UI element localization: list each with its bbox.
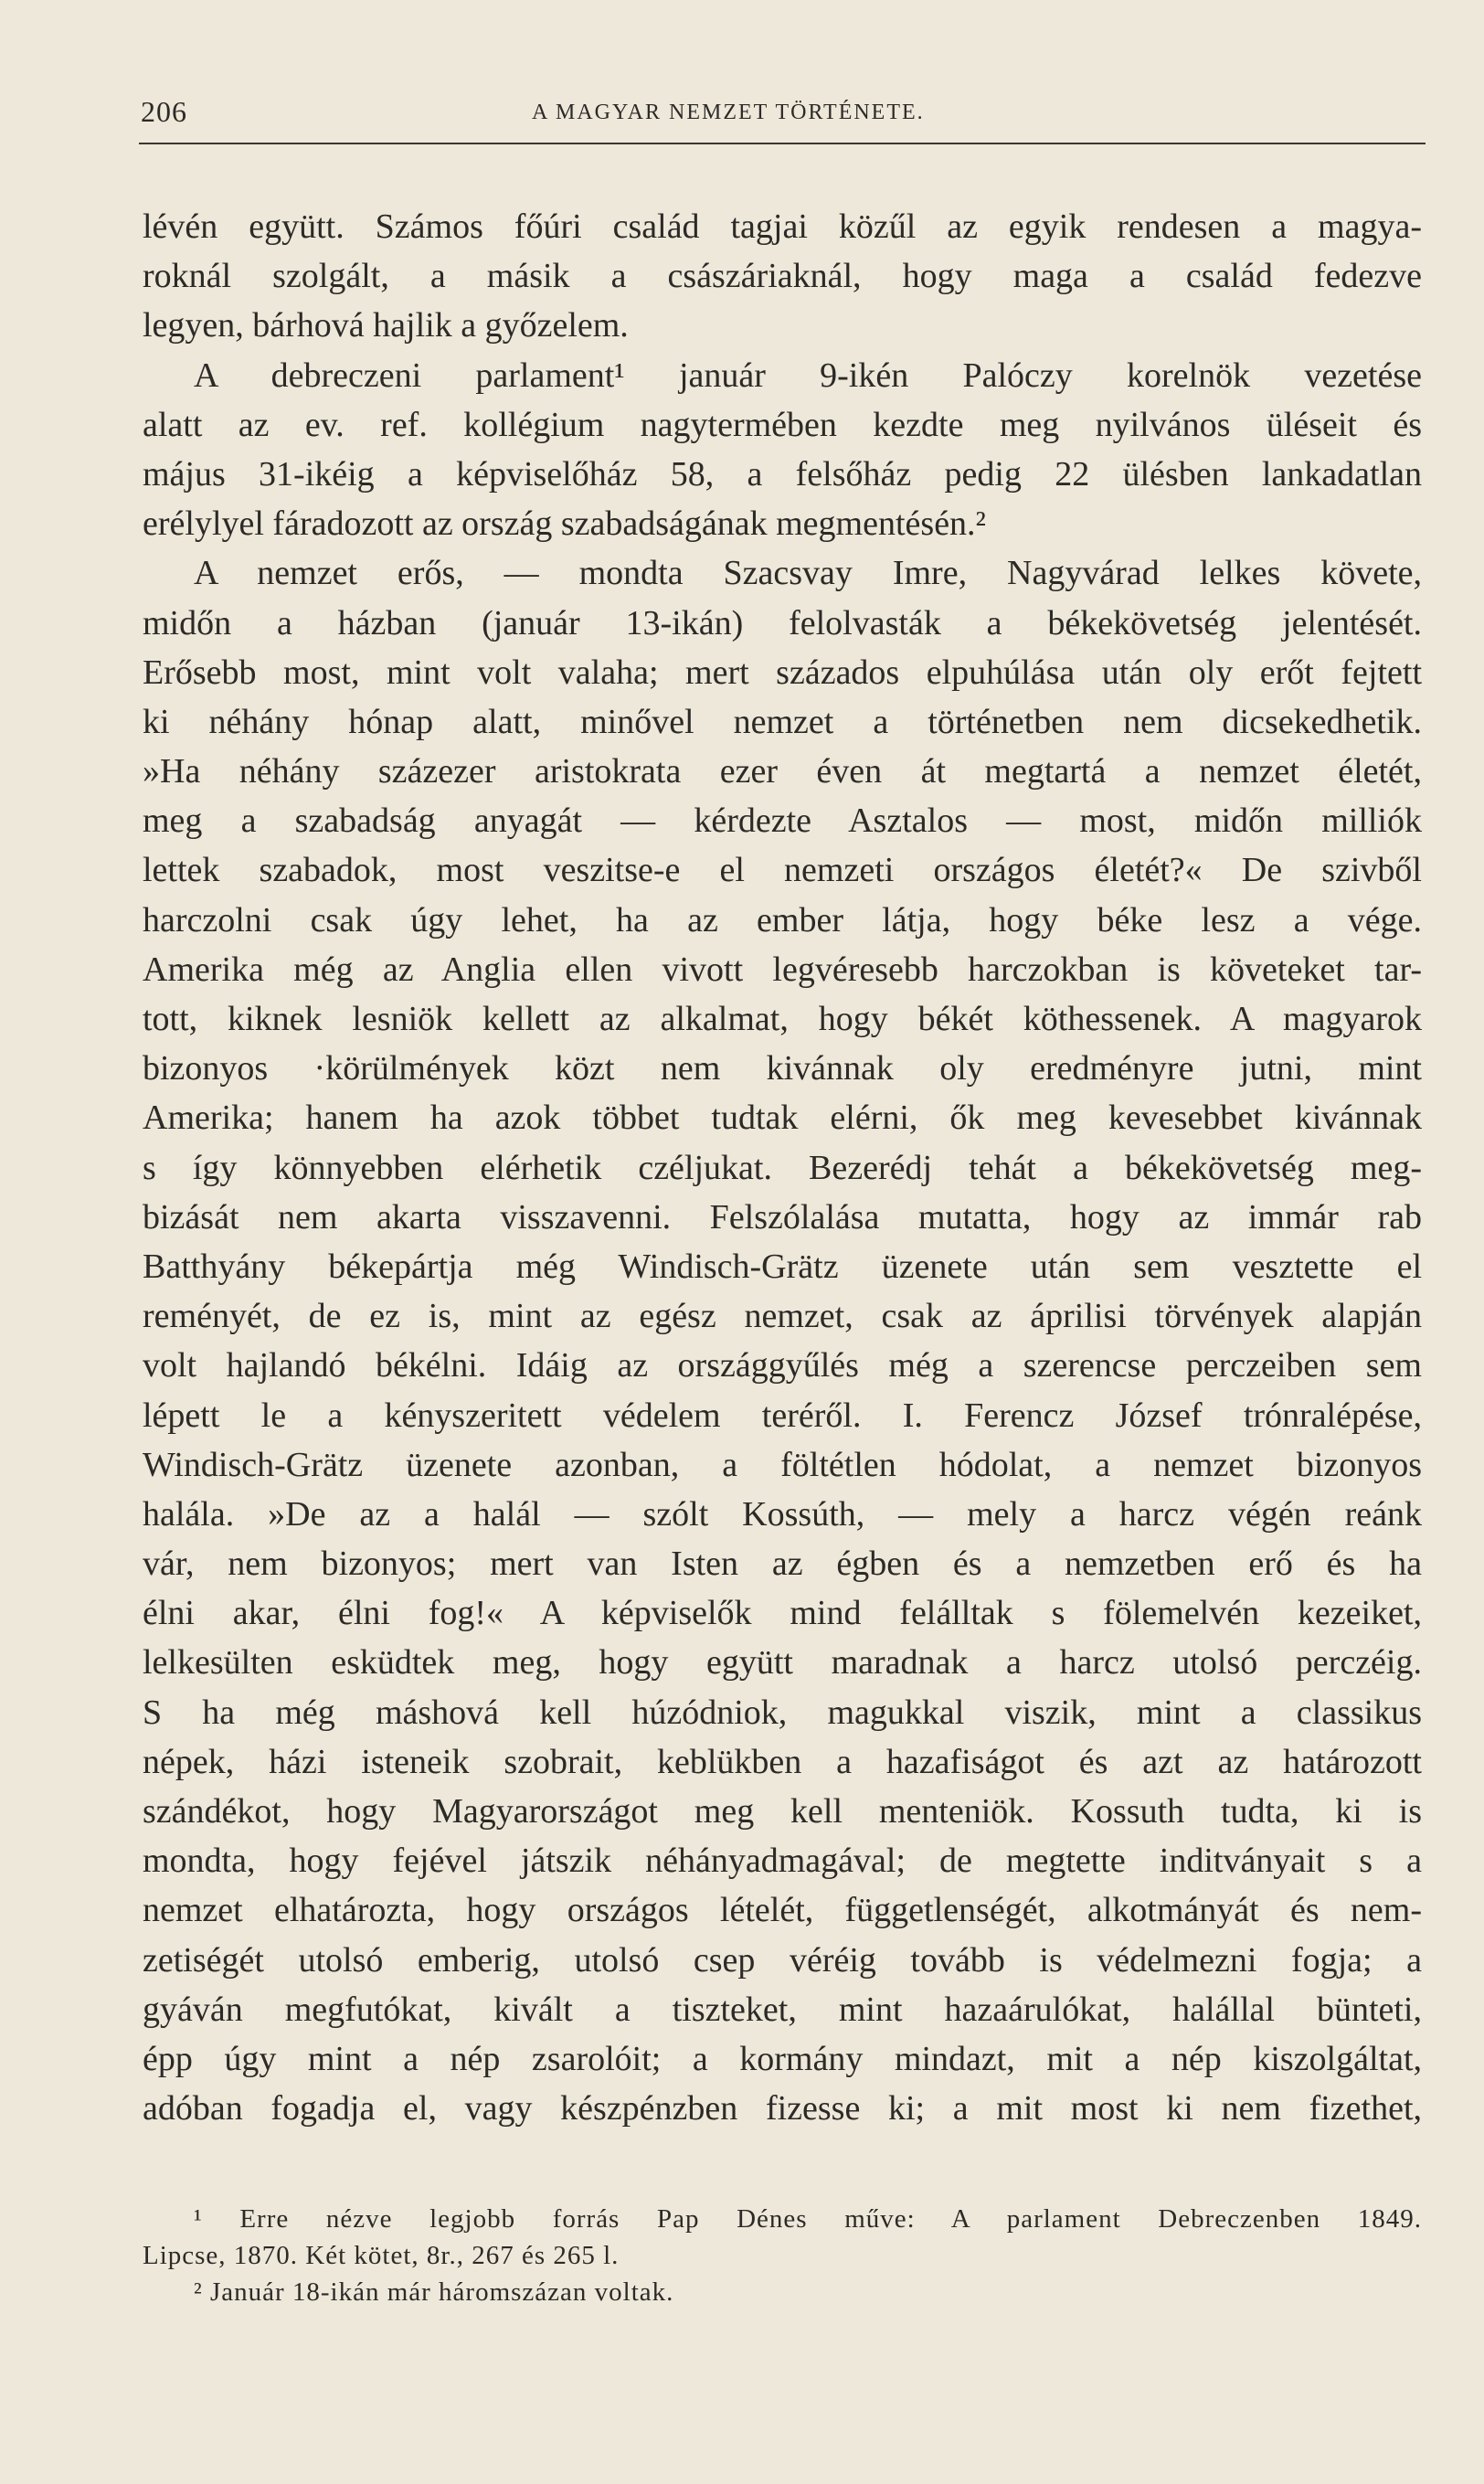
text-line: élni akar, élni fog!« A képviselők mind felálltak s fölemelvén kezeiket, — [143, 1594, 1422, 1633]
text-line: alatt az ev. ref. kollégium nagytermében kezdte meg nyilvános üléseit és — [143, 405, 1422, 444]
text-line: »Ha néhány százezer aristokrata ezer éven át megtartá a nemzet életét, — [143, 752, 1422, 791]
text-line: s így könnyebben elérhetik czéljukat. Bezerédj tehát a békekövetség meg- — [143, 1148, 1422, 1187]
text-line: A debreczeni parlament¹ január 9-ikén Palóczy korelnök vezetése — [194, 356, 1422, 395]
text-line: ki néhány hónap alatt, minővel nemzet a történetben nem dicsekedhetik. — [143, 702, 1422, 741]
text-line: reményét, de ez is, mint az egész nemzet, csak az áprilisi törvények alapján — [143, 1297, 1422, 1336]
running-title: A MAGYAR NEMZET TÖRTÉNETE. — [532, 101, 925, 124]
text-line: lelkesülten esküdtek meg, hogy együtt maradnak a harcz utolsó perczéig. — [143, 1643, 1422, 1683]
text-line: tott, kiknek lesniök kellett az alkalmat, hogy békét köthessenek. A magyarok — [143, 1000, 1422, 1038]
text-line: harczolni csak úgy lehet, ha az ember látja, hogy béke lesz a vége. — [143, 900, 1422, 939]
text-line: nemzet elhatározta, hogy országos lételét, függetlenségét, alkotmányát és nem- — [143, 1891, 1422, 1930]
text-line: épp úgy mint a nép zsarolóit; a kormány mindazt, mit a nép kiszolgáltat, — [143, 2039, 1422, 2078]
text-line: halála. »De az a halál — szólt Kossúth, — mely a harcz végén reánk — [143, 1494, 1422, 1534]
text-line: gyáván megfutókat, kivált a tiszteket, mint hazaárulókat, halállal bünteti, — [143, 1990, 1422, 2029]
text-line: S ha még máshová kell húzódniok, magukkal viszik, mint a classikus — [143, 1693, 1422, 1732]
text-line: szándékot, hogy Magyarországot meg kell menteniök. Kossuth tudta, ki is — [143, 1792, 1422, 1831]
text-line: Amerika még az Anglia ellen vivott legvéresebb harczokban is követeket tar- — [143, 950, 1422, 989]
text-line: Windisch-Grätz üzenete azonban, a föltétlen hódolat, a nemzet bizonyos — [143, 1445, 1422, 1484]
text-line: lettek szabadok, most veszitse-e el nemzeti országos életét?« De szivből — [143, 851, 1422, 890]
text-line: midőn a házban (január 13-ikán) felolvasták a békekövetség jelentését. — [143, 603, 1422, 642]
text-line: bizonyos ·körülmények közt nem kivánnak oly eredményre jutni, mint — [143, 1049, 1422, 1088]
footnotes — [143, 2201, 1422, 2310]
footnote-1: ¹ Erre nézve legjobb forrás Pap Dénes műve: A parlament Debreczenben 1849. — [194, 2204, 1422, 2234]
text-line: népek, házi isteneik szobrait, keblükben a hazafiságot és azt az határozott — [143, 1742, 1422, 1781]
text-line: lépett le a kényszeritett védelem teréről. I. Ferencz József trónralépése, — [143, 1396, 1422, 1435]
text-line: mondta, hogy fejével játszik néhányadmagával; de megtette inditványait s a — [143, 1842, 1422, 1881]
text-line: roknál szolgált, a másik a császáriaknál, hogy maga a család fedezve — [143, 257, 1422, 296]
text-line: bizását nem akarta visszavenni. Felszólalása mutatta, hogy az immár rab — [143, 1197, 1422, 1237]
text-line: adóban fogadja el, vagy készpénzben fizesse ki; a mit most ki nem fizethet, — [143, 2089, 1422, 2128]
text-line: erélylyel fáradozott az ország szabadságának megmentésén.² — [143, 504, 986, 544]
running-header — [139, 90, 1426, 144]
text-line: lévén együtt. Számos főúri család tagjai közűl az egyik rendesen a magya- — [143, 207, 1422, 246]
text-line: volt hajlandó békélni. Idáig az országgyűlés még a szerencse perczeiben sem — [143, 1346, 1422, 1385]
text-line: Batthyány békepártja még Windisch-Grätz üzenete után sem vesztette el — [143, 1247, 1422, 1286]
text-line: vár, nem bizonyos; mert van Isten az égben és a nemzetben erő és ha — [143, 1545, 1422, 1584]
text-line: legyen, bárhová hajlik a győzelem. — [143, 306, 629, 345]
footnote-2: ² Január 18-ikán már háromszázan voltak. — [194, 2277, 674, 2307]
page-number: 206 — [141, 95, 187, 128]
text-line: A nemzet erős, — mondta Szacsvay Imre, Nagyvárad lelkes követe, — [194, 554, 1422, 593]
footnote-1-continued: Lipcse, 1870. Két kötet, 8r., 267 és 265 l. — [143, 2241, 620, 2270]
text-line: Erősebb most, mint volt valaha; mert százados elpuhúlása után oly erőt fejtett — [143, 653, 1422, 692]
body-text — [143, 202, 1422, 2133]
text-line: meg a szabadság anyagát — kérdezte Asztalos — most, midőn milliók — [143, 801, 1422, 841]
text-line: zetiségét utolsó emberig, utolsó csep véréig tovább is védelmezni fogja; a — [143, 1940, 1422, 1980]
text-line: Amerika; hanem ha azok többet tudtak elérni, ők meg kevesebbet kivánnak — [143, 1099, 1422, 1138]
text-line: május 31-ikéig a képviselőház 58, a felsőház pedig 22 ülésben lankadatlan — [143, 454, 1422, 494]
